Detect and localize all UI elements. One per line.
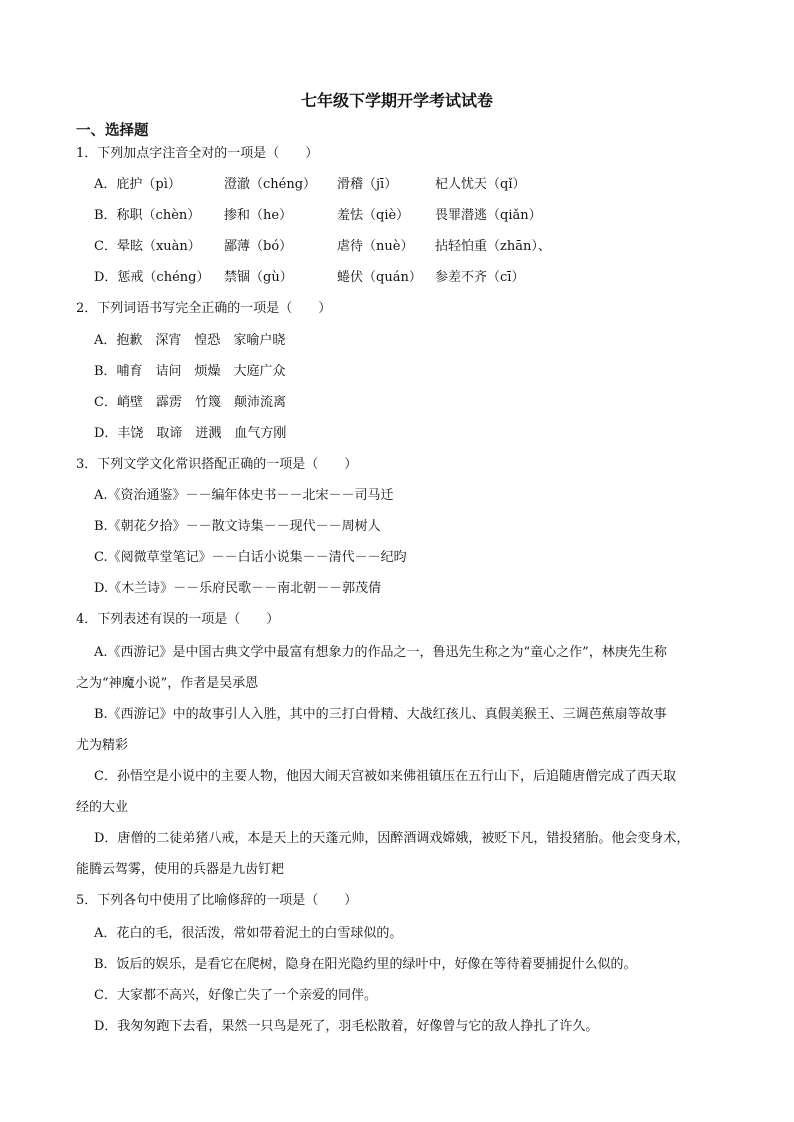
- option-item: 畏罪潜逃（qiǎn）: [435, 208, 542, 223]
- option-item: 拈轻怕重（zhān）、: [435, 239, 551, 254]
- question-1-option-row: [94, 177, 525, 193]
- option-a-item: A．庇护（pì）: [94, 177, 181, 192]
- question-2-stem: 2．下列词语书写完全正确的一项是（ ）: [76, 301, 332, 316]
- question-1-option-row: [94, 208, 542, 224]
- question-2-option-c: C．峭壁 霹雳 竹篾 颠沛流离: [94, 395, 286, 410]
- option-item: 滑稽（jī）: [337, 177, 398, 192]
- question-2-option-b: B．哺育 诘问 烦燥 大庭广众: [94, 364, 286, 379]
- question-4-option-b-continued: 尤为精彩: [76, 738, 129, 753]
- question-5-option-a: A．花白的毛，很活泼，常如带着泥土的白雪球似的。: [94, 926, 403, 941]
- question-1-stem: 1．下列加点字注音全对的一项是（ ）: [76, 146, 319, 161]
- question-1-option-row: [94, 270, 524, 286]
- question-5-stem: 5．下列各句中使用了比喻修辞的一项是（ ）: [76, 893, 358, 908]
- question-4-option-b: B.《西游记》中的故事引人入胜，其中的三打白骨精、大战红孩儿、真假美猴王、三调芭蕉扇等故事: [94, 707, 667, 722]
- option-d-item: D．惩戒（chéng）: [94, 270, 210, 285]
- option-item: 杞人忧天（qǐ）: [435, 177, 526, 192]
- question-2-option-d: D．丰饶 取谛 迸溅 血气方刚: [94, 426, 287, 441]
- question-4-option-c: C．孙悟空是小说中的主要人物，他因大闹天宫被如来佛祖镇压在五行山下，后追随唐僧完成了西天取: [94, 769, 676, 784]
- question-4-option-c-continued: 经的大业: [76, 800, 129, 815]
- option-item: 鄙薄（bó）: [224, 239, 293, 254]
- question-1-option-row: [94, 239, 551, 255]
- option-item: 澄澈（chéng）: [224, 177, 317, 192]
- question-2-option-a: A．抱歉 深宵 惶恐 家喻户晓: [94, 333, 286, 348]
- question-4-option-d: D．唐僧的二徒弟猪八戒，本是天上的天蓬元帅，因醉酒调戏嫦娥，被贬下凡，错投猪胎。他会变身术，: [94, 831, 690, 846]
- question-5-option-b: B．饭后的娱乐，是看它在爬树，隐身在阳光隐约里的绿叶中，好像在等待着要捕捉什么似的。: [94, 957, 637, 972]
- question-3-stem: 3．下列文学文化常识搭配正确的一项是（ ）: [76, 457, 358, 472]
- question-3-option-a: A.《资治通鉴》－－编年体史书－－北宋－－司马迁: [94, 488, 394, 503]
- question-4-option-a: A.《西游记》是中国古典文学中最富有想象力的作品之一，鲁迅先生称之为“童心之作”，林庚先生称: [94, 645, 667, 660]
- question-5-option-c: C．大家都不高兴，好像亡失了一个亲爱的同伴。: [94, 988, 377, 1003]
- question-3-option-b: B.《朝花夕拾》－－散文诗集－－现代－－周树人: [94, 519, 381, 534]
- question-4-option-a-continued: 之为“神魔小说”，作者是吴承恩: [76, 676, 259, 691]
- option-item: 羞怯（qiè）: [337, 208, 410, 223]
- option-item: 参差不齐（cī）: [435, 270, 525, 285]
- question-4-option-d-continued: 能腾云驾雾，使用的兵器是九齿钉耙: [76, 862, 285, 877]
- option-item: 虐待（nuè）: [337, 239, 414, 254]
- question-3-option-c: C.《阅微草堂笔记》－－白话小说集－－清代－－纪昀: [94, 550, 407, 565]
- option-b-item: B．称职（chèn）: [94, 208, 201, 223]
- question-4-stem: 4．下列表述有误的一项是（ ）: [76, 612, 280, 627]
- option-c-item: C．晕眩（xuàn）: [94, 239, 201, 254]
- option-item: 禁锢（gù）: [224, 270, 293, 285]
- section-heading: 一、选择题: [76, 123, 149, 139]
- option-item: 掺和（he）: [224, 208, 293, 223]
- page-title: 七年级下学期开学考试试卷: [300, 91, 493, 110]
- question-5-option-d: D．我匆匆跑下去看，果然一只鸟是死了，羽毛松散着，好像曾与它的敌人挣扎了许久。: [94, 1019, 599, 1034]
- option-item: 蜷伏（quán）: [337, 270, 422, 285]
- question-3-option-d: D.《木兰诗》－－乐府民歌－－南北朝－－郭茂倩: [94, 581, 382, 596]
